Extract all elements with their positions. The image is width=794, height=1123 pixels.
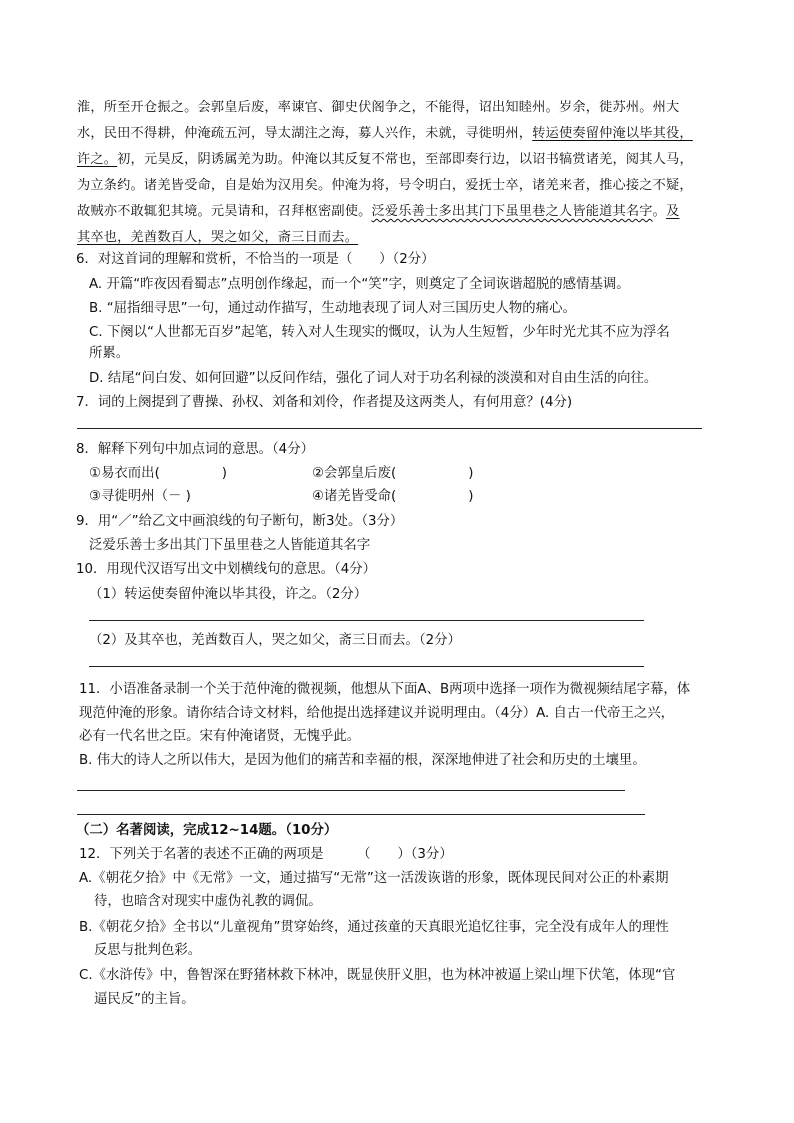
q12-option-a-cont: 待，也暗含对现实中虚伪礼教的调侃。 [94, 894, 322, 909]
underlined-sentence-1-end: 许之。 [77, 152, 118, 167]
q6-option-a: A. 开篇“昨夜因看蜀志”点明创作缘起，而一个“笑”字，则奠定了全词诙谐超脱的感情基调。 [89, 277, 630, 292]
q12-option-b: B.《朝花夕拾》全书以“儿童视角”贯穿始终，通过孩童的天真眼光追忆往事，完全没有成年人的理性 [79, 920, 669, 935]
q12-option-a: A.《朝花夕拾》中《无常》一文，通过描写“无常”这一活泼诙谐的形象，既体现民间对公正的朴素期 [79, 871, 669, 886]
q6-stem: 6．对这首词的理解和赏析，不恰当的一项是（ ）（2分） [76, 252, 435, 267]
q10-stem: 10．用现代汉语写出文中划横线句的意思。（4分） [76, 562, 377, 577]
q6-option-b: B. “屈指细寻思”一句，通过动作描写，生动地表现了词人对三国历史人物的痛心。 [89, 301, 576, 316]
q8-stem: 8．解释下列句中加点词的意思。（4分） [76, 442, 314, 457]
q11-line-1: 11．小语准备录制一个关于范仲淹的微视频，他想从下面A、B两项中选择一项作为微视频结尾字幕，体 [79, 682, 691, 697]
section-2-title: （二）名著阅读，完成12~14题。（10分） [76, 823, 338, 838]
passage-line-4: 为立条约。诸羌皆受命，自是始为汉用矣。仲淹为将，号令明白，爱抚士卒，诸羌来者，推心接之不疑， [77, 178, 693, 193]
q7-answer-line[interactable] [77, 428, 702, 429]
q10-answer-line-1[interactable] [89, 620, 644, 621]
q10-sub-1: （1）转运使奏留仲淹以毕其役，许之。（2分） [89, 587, 368, 602]
q11-option-b: B. 伟大的诗人之所以伟大，是因为他们的痛苦和幸福的根，深深地伸进了社会和历史的土壤里。 [79, 753, 646, 768]
q11-answer-line-2[interactable] [77, 814, 645, 815]
wavy-sentence: 泛爱乐善士多出其门下虽里巷之人皆能道其名字 [371, 204, 653, 219]
passage-line-2: 水，民田不得耕，仲淹疏五河，导太湖注之海，募人兴作，未就，寻徙明州，转运使奏留仲淹以毕其役， [77, 126, 693, 141]
passage-line-6 [77, 228, 358, 248]
passage-line-3: 许之。初，元昊反，阴诱属羌为助。仲淹以其反复不常也，至部即奏行边，以诏书犒赏诸羌，阅其人马， [77, 152, 693, 167]
q10-answer-line-2[interactable] [89, 666, 644, 667]
q8-item-3: ③寻徙明州（－ ) [89, 489, 191, 504]
q12-option-b-cont: 反思与批判色彩。 [94, 943, 202, 958]
q9-stem: 9．用“／”给乙文中画浪线的句子断句，断3处。（3分） [76, 514, 404, 529]
q8-item-4: ④诸羌皆受命( ) [312, 489, 474, 504]
q6-option-c-cont: 所累。 [89, 346, 130, 361]
q12-option-c: C.《水浒传》中，鲁智深在野猪林救下林冲，既显侠肝义胆，也为林冲被逼上梁山埋下伏笔，体现“官 [79, 968, 676, 983]
passage-line-5: 故贼亦不敢辄犯其境。元昊请和，召拜枢密副使。泛爱乐善士多出其门下虽里巷之人皆能道其名字。及 [77, 204, 680, 219]
q9-sentence: 泛爱乐善士多出其门下虽里巷之人皆能道其名字 [89, 538, 371, 553]
q12-option-c-cont: 逼民反”的主旨。 [94, 992, 195, 1007]
q6-option-c: C. 下阕以“人世都无百岁”起笔，转入对人生现实的慨叹，认为人生短暂，少年时光尤其不应为浮名 [89, 325, 670, 340]
passage-line-1: 淮，所至开仓振之。会郭皇后废，率谏官、御史伏阁争之，不能得，诏出知睦州。岁余，徙苏州。州大 [77, 100, 680, 115]
q11-line-2: 现范仲淹的形象。请你结合诗文材料，给他提出选择建议并说明理由。（4分）A. 自古一代帝王之兴， [79, 706, 675, 721]
q8-item-2: ②会郭皇后废( ) [312, 466, 474, 481]
q6-option-d: D. 结尾“问白发、如何回避”以反问作结，强化了词人对于功名利禄的淡漠和对自由生活的向往。 [89, 371, 658, 386]
q8-item-1: ①易衣而出( ) [89, 466, 228, 481]
q12-stem: 12．下列关于名著的表述不正确的两项是 （ ）（3分） [79, 847, 453, 862]
underlined-sentence-1: 转运使奏留仲淹以毕其役， [532, 126, 693, 141]
q7-stem: 7．词的上阕提到了曹操、孙权、刘备和刘伶，作者提及这两类人，有何用意？(4分) [76, 395, 573, 410]
q10-sub-2: （2）及其卒也，羌酋数百人，哭之如父，斋三日而去。（2分） [89, 633, 461, 648]
underlined-sentence-2: 其卒也，羌酋数百人，哭之如父，斋三日而去。 [77, 230, 359, 245]
q11-answer-line-1[interactable] [77, 790, 625, 791]
q11-line-3: 必有一代名世之臣。宋有仲淹诸贤，无愧乎此。 [79, 729, 361, 744]
